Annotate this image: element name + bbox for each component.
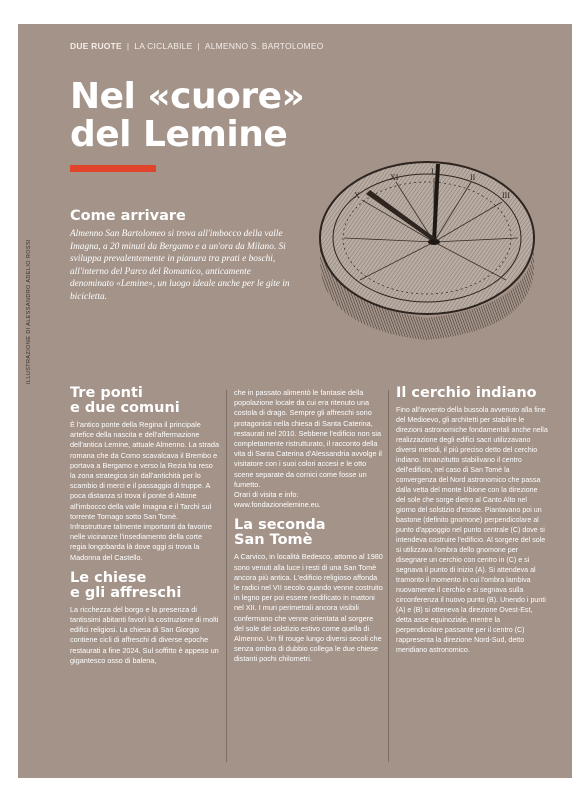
- second-san-tome-heading-line-2: San Tomè: [234, 532, 313, 549]
- column-1: [70, 386, 220, 666]
- svg-text:XI: XI: [390, 173, 399, 182]
- svg-text:III: III: [502, 191, 510, 200]
- column-2: [234, 388, 384, 665]
- title-line-2: del Lemine: [70, 114, 288, 155]
- bridges-heading: [70, 386, 220, 416]
- svg-text:II: II: [470, 173, 476, 182]
- bridges-heading-line-2: e due comuni: [70, 400, 180, 416]
- visit-info-label: Orari di visita e info:: [234, 490, 299, 500]
- svg-text:X: X: [354, 191, 360, 200]
- churches-text-continued: che in passato alimentò le fantasie della popolazione locale da cui era ritenuto una costola di drago. Sempre gli affreschi sono protagonisti nella chiesa di Santa Caterina, restaurati nel 2010. Sebbene l'edificio non sia completamente ristrutturato, il racconto della vita di Santa Caterina d'Alessandria avvolge il visitatore con i suoi colori accesi e le otto scene separate da cornici come fosse un fumetto.: [234, 388, 382, 489]
- second-san-tome-heading-line-1: La seconda: [234, 517, 326, 534]
- indian-circle-heading: Il cerchio indiano: [396, 385, 537, 401]
- kicker-separator: |: [126, 41, 130, 51]
- churches-heading-line-2: e gli affreschi: [70, 584, 182, 601]
- indian-circle-text: Fino all'avvento della bussola avvenuto alla fine del Medioevo, gli architetti per stabilire le direzioni astronomiche fondamentali anche nella realizzazione degli edifici sacri utilizzavano diversi metodi, il più preciso detto del cerchio indiano. Innanzitutto stabilivano il centro dell'edificio, nel caso di San Tomè la convergenza del Nord astronomico che passa dalla vetta del monte Ubione con la direzione del sole che sorge dietro al Canto Alto nel giorno del solstizio d'estate. Piantavano poi un bastone (definito gnomone) perpendicolare al punto d'appoggio nel punto centrale (C) dove si intendeva costruire l'edificio. Al sorgere del sole si utilizzava l'ombra dello gnomone per disegnare un cerchio con centro in (C) e si segnava il punto di inizio (A). Si attendeva al tramonto il momento in cui l'ombra lambiva nuovamente il cerchio e si segnava sulla circonferenza il nuovo punto (B). Unendo i punti (A) e (B) si otteneva la direzione Ovest-Est, detta asse equinoziale, mentre la perpendicolare passante per il centro (C) rappresenta la direzione Nord-Sud, detto meridiano astronomico.: [396, 406, 548, 654]
- bridges-heading-line-1: Tre ponti: [70, 385, 143, 401]
- kicker-section: DUE RUOTE: [70, 41, 122, 51]
- second-san-tome-heading: [234, 518, 384, 548]
- how-to-arrive-heading: Come arrivare: [70, 208, 186, 224]
- column-divider: [226, 390, 227, 762]
- sundial-illustration: [306, 142, 542, 348]
- kicker-route: LA CICLABILE: [134, 41, 193, 51]
- kicker-separator: |: [197, 41, 200, 51]
- magazine-page: [18, 24, 572, 778]
- svg-text:I: I: [431, 167, 434, 176]
- accent-bar: [70, 165, 156, 172]
- churches-heading: [70, 571, 220, 601]
- illustration-credit: ILLUSTRAZIONE DI ALESSANDRO ADELIO ROSSI: [26, 239, 32, 384]
- churches-text: La ricchezza del borgo e la presenza di tantissimi abitanti favorì la costruzione di molti edifici religiosi. La chiesa di San Giorgio contiene cicli di affreschi di diverse epoche restaurati a fine 2024. Sul soffitto è appeso un gigantesco osso di balena,: [70, 604, 219, 665]
- column-divider: [388, 390, 389, 762]
- bridges-text: È l'antico ponte della Regina il principale artefice della nascita e dell'affermazione dell'antica Lemine, attuale Almenno. La strada romana che da Como scavalcava il Brembo e portava a Bergamo e verso la Rezia ha reso la zona strategica sin dall'antichità per lo scambio di merci e il passaggio di truppe. A poca distanza si trova il ponte di Attone all'imbocco della valle Imagna e il Tarchì sul torrente Tornago sotto San Tomè. Infrastrutture talmente importanti da favorire nelle vicinanze l'insediamento della corte regia longobarda là dove oggi si trova la Madonna del Castello.: [70, 420, 220, 562]
- churches-heading-line-1: Le chiese: [70, 569, 147, 586]
- column-3: [396, 386, 548, 655]
- how-to-arrive-text: Almenno San Bartolomeo si trova all'imbocco della valle Imagna, a 20 minuti da Bergamo e a un'ora da Milano. Si sviluppa prevalentemente in pianura tra prati e boschi, all'interno del Parco del Romanico, anticamente denominato «Lemine», un luogo ideale anche per le gite in bicicletta.: [70, 229, 290, 302]
- page-title: [70, 78, 304, 154]
- section-kicker: [70, 41, 324, 51]
- visit-info-link[interactable]: www.fondazionelemine.eu.: [234, 500, 321, 510]
- title-line-1: Nel «cuore»: [70, 76, 305, 117]
- second-san-tome-text: A Carvico, in località Bedesco, attorno al 1980 sono venuti alla luce i resti di una San Tomè ancora più antica. L'edificio religioso affonda le radici nel VII secolo quando venne costruito in legno per poi essere riedificato in mattoni nel XII. I muri perimetrali ancora visibili confermano che venne orientata al sorgere del sole del solstizio estivo come quella di Almenno. Un fil rouge lungo diversi secoli che senza ombra di dubbio collega le due chiese distanti pochi chilometri.: [234, 552, 383, 664]
- kicker-place: ALMENNO S. BARTOLOMEO: [204, 41, 324, 51]
